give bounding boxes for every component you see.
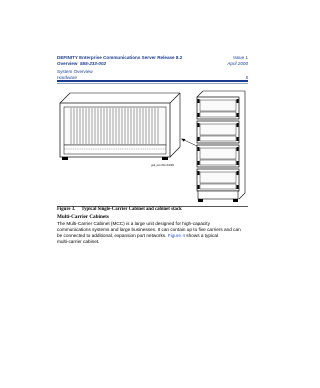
stacked-cabinet-3 — [197, 145, 239, 167]
body-line-1: The Multi-Carrier Cabinet (MCC) is a large unit designed for high-capacity — [57, 221, 210, 226]
header-title-text: DEFINITY Enterprise Communications Server Release 8.2 — [57, 55, 183, 60]
body-line-3-end: shows a typical — [184, 233, 219, 239]
body-line-3-start: be connected to additional, expansion port networks. — [57, 233, 168, 239]
cabinet-stack — [197, 91, 245, 202]
body-line-2: communications systems and large businesses. It can contain up to five carriers and can — [57, 227, 241, 233]
cabinet-illustration — [57, 85, 248, 204]
stacked-cabinet-1 — [197, 97, 239, 119]
body-line-4: multi-carrier cabinet. — [57, 239, 100, 245]
figure-number: Figure 3. — [57, 207, 76, 212]
single-carrier-cabinet — [60, 93, 180, 160]
cabinet-figure — [57, 85, 248, 204]
header-rule-thin — [57, 83, 248, 84]
callout-line — [184, 140, 197, 146]
header-rule — [57, 80, 248, 82]
header-date: April 2000 — [227, 60, 248, 66]
stacked-cabinet-2 — [197, 121, 239, 143]
header-doc-number: 555-233-002 — [80, 60, 107, 66]
body-paragraph — [57, 221, 248, 245]
figure-title: Typical Single-Carrier Cabinet and cabinet stack — [81, 207, 182, 212]
section-heading: Multi-Carrier Cabinets — [57, 214, 109, 220]
header-issue: Issue 1 — [233, 55, 248, 60]
stacked-cabinet-4 — [197, 169, 239, 191]
figure-4-link[interactable]: Figure 4 — [167, 233, 185, 239]
header-section: System Overview — [57, 68, 93, 74]
page-number: 5 — [245, 74, 248, 80]
header-subtitle-text: Overview — [57, 60, 78, 66]
caption-rule — [57, 206, 248, 207]
header-subsection: Hardware — [57, 74, 77, 80]
art-id: gxd_ecs r8m 6/1/99 — [151, 164, 174, 167]
header-subtitle — [57, 61, 106, 67]
figure-caption — [57, 207, 182, 213]
